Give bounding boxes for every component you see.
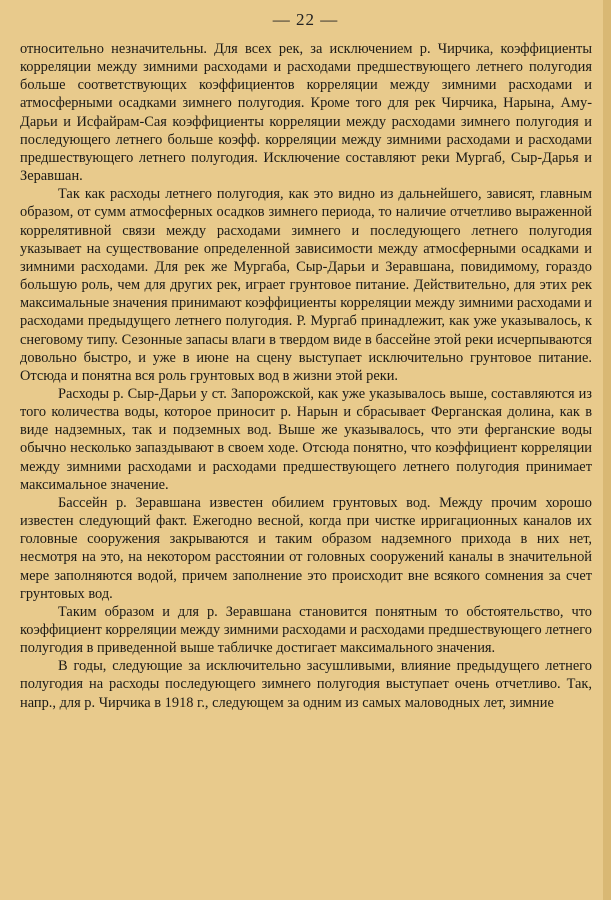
paragraph-2: Так как расходы летнего полугодия, как это видно из дальнейшего, зависят, главным образом, от сумм атмосферных осадков зимнего периода, то наличие отчетливо выраженной коррелятивной связи между расходами зимнего и последующего летнего полугодия указывает на существование определенной зависимости между атмосферными осадками и зимними расходами. Для рек же Мургаба, Сыр-Дарьи и Зеравшана, повидимому, гораздо большую роль, чем для других рек, играет грунтовое питание. Действительно, для этих рек максимальные значения принимают коэффициенты корреляции между зимними расходами и расходами предыдущего летнего полугодия. Р. Мургаб принадлежит, как уже указывалось, к снеговому типу. Сезонные запасы влаги в твердом виде в бассейне этой реки исчерпываются довольно быстро, и уже в июне на сцену выступает исключительно грунтовое питание. Отсюда и понятна вся роль грунтовых вод в жизни этой реки. [20,186,592,384]
paragraph-1: относительно незначительны. Для всех рек, за исключением р. Чирчика, коэффициенты корреляции между зимними расходами и расходами предшествующего летнего полугодия больше соответствующих коэффициентов корреляции между зимними расходами и атмосферными осадками зимнего полугодия. Кроме того для рек Чирчика, Нарына, Аму-Дарьи и Исфайрам-Сая коэффициенты корреляции между расходами зимнего полугодия и последующего летнего больше коэфф. корреляции между зимними расходами и расходами предшествующего летнего полугодия. Исключение составляют реки Мургаб, Сыр-Дарья и Зеравшан. [20,41,592,185]
paragraph-5: Таким образом и для р. Зеравшана становится понятным то обстоятельство, что коэффициент корреляции между зимними расходами и расходами предшествующего летнего полугодия в приведенной выше табличке достигает максимального значения. [20,603,592,657]
paragraph-4: Бассейн р. Зеравшана известен обилием грунтовых вод. Между прочим хорошо известен следующий факт. Ежегодно весной, когда при чистке ирригационных каналов их головные сооружения закрываются и таким образом надземного прихода в них нет, несмотря на это, на некотором расстоянии от головных сооружений каналы в значительной мере заполняются водой, причем заполнение это происходит вне всякого сомнения за счет грунтовых вод. [20,494,592,602]
page-edge-shadow [603,0,611,900]
paragraph-6: В годы, следующие за исключительно засушливыми, влияние предыдущего летнего полугодия на расходы последующего зимнего полугодия выступает очень отчетливо. Так, напр., для р. Чирчика в 1918 г., следующем за одним из самых маловодных лет, зимние [20,658,592,711]
body-text [20,40,592,712]
paragraph-3: Расходы р. Сыр-Дарьи у ст. Запорожской, как уже указывалось выше, составляются из того количества воды, которое приносит р. Нарын и сбрасывает Ферганская долина, как в виде надземных, так и подземных вод. Выше же указывалось, что эти ферганские воды обычно несколько запаздывают в своем ходе. Отсюда понятно, что коэффициент корреляции между зимними расходами и расходами предшествующего летнего полугодия принимает максимальное значение. [20,385,592,493]
page-number: — 22 — [272,10,339,29]
